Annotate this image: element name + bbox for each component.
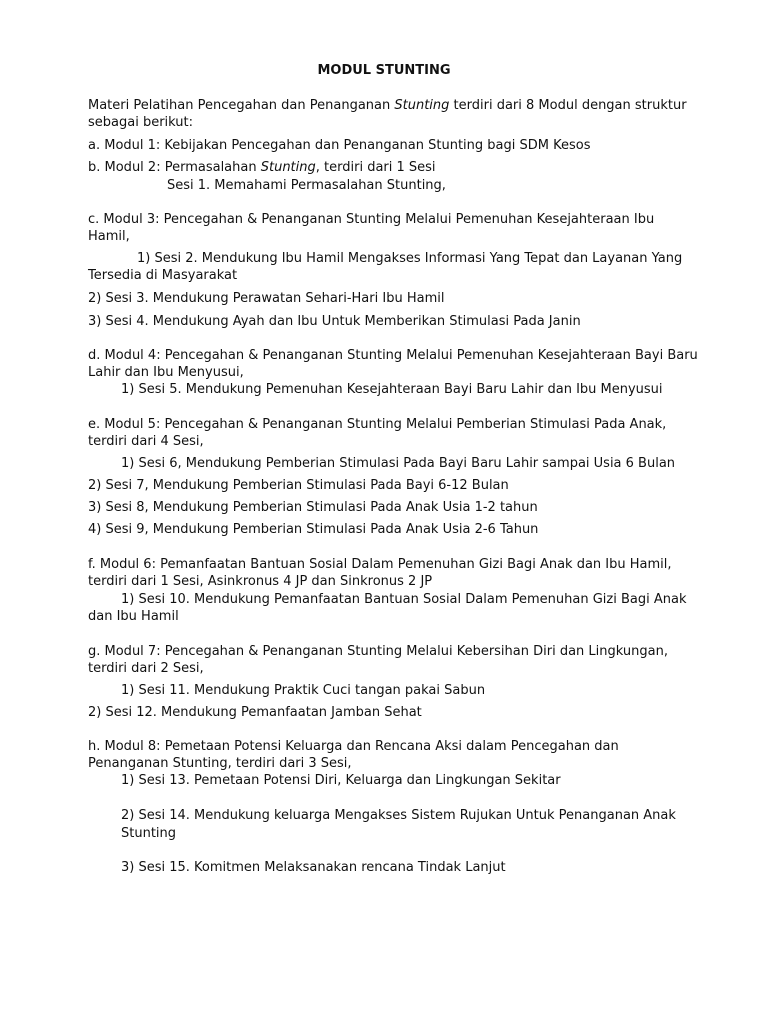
sesi-line: dan Ibu Hamil <box>88 609 179 624</box>
modul-5-line: terdiri dari 4 Sesi, <box>88 434 204 449</box>
modul-7-line: g. Modul 7: Pencegahan & Penanganan Stunting Melalui Kebersihan Diri dan Lingkungan, <box>88 644 668 659</box>
sesi-line: 2) Sesi 3. Mendukung Perawatan Sehari-Hari Ibu Hamil <box>88 291 445 306</box>
sesi-line: 3) Sesi 8, Mendukung Pemberian Stimulasi Pada Anak Usia 1-2 tahun <box>88 500 538 515</box>
sesi-line: 1) Sesi 5. Mendukung Pemenuhan Kesejahteraan Bayi Baru Lahir dan Ibu Menyusui <box>121 382 663 397</box>
modul-6-line: terdiri dari 1 Sesi, Asinkronus 4 JP dan Sinkronus 2 JP <box>88 574 433 589</box>
intro-line: Materi Pelatihan Pencegahan dan Penanganan Stunting terdiri dari 8 Modul dengan struktur <box>88 98 687 113</box>
sesi-line: 2) Sesi 7, Mendukung Pemberian Stimulasi Pada Bayi 6-12 Bulan <box>88 478 509 493</box>
sesi-line: 3) Sesi 4. Mendukung Ayah dan Ibu Untuk Memberikan Stimulasi Pada Janin <box>88 314 581 329</box>
document-title: MODUL STUNTING <box>317 63 451 78</box>
sesi-line: Tersedia di Masyarakat <box>88 268 238 283</box>
modul-4-line: d. Modul 4: Pencegahan & Penanganan Stunting Melalui Pemenuhan Kesejahteraan Bayi Baru <box>88 348 698 363</box>
modul-6-line: f. Modul 6: Pemanfaatan Bantuan Sosial Dalam Pemenuhan Gizi Bagi Anak dan Ibu Hamil, <box>88 557 672 572</box>
modul-2-line: b. Modul 2: Permasalahan Stunting, terdiri dari 1 Sesi <box>88 160 436 175</box>
sesi-line: 2) Sesi 14. Mendukung keluarga Mengakses Sistem Rujukan Untuk Penanganan Anak <box>121 808 676 823</box>
sesi-line: 1) Sesi 2. Mendukung Ibu Hamil Mengakses Informasi Yang Tepat dan Layanan Yang <box>137 251 683 266</box>
sesi-line: 3) Sesi 15. Komitmen Melaksanakan rencana Tindak Lanjut <box>121 860 506 875</box>
modul-3-line: Hamil, <box>88 229 130 244</box>
sesi-line: Stunting <box>121 826 177 841</box>
modul-7-line: terdiri dari 2 Sesi, <box>88 661 204 676</box>
sesi-line: 2) Sesi 12. Mendukung Pemanfaatan Jamban Sehat <box>88 705 422 720</box>
sesi-line: 4) Sesi 9, Mendukung Pemberian Stimulasi Pada Anak Usia 2-6 Tahun <box>88 522 539 537</box>
sesi-line: Sesi 1. Memahami Permasalahan Stunting, <box>167 178 446 193</box>
sesi-line: 1) Sesi 10. Mendukung Pemanfaatan Bantuan Sosial Dalam Pemenuhan Gizi Bagi Anak <box>121 592 687 607</box>
modul-8-line: Penanganan Stunting, terdiri dari 3 Sesi, <box>88 756 352 771</box>
modul-1-line: a. Modul 1: Kebijakan Pencegahan dan Penanganan Stunting bagi SDM Kesos <box>88 138 591 153</box>
intro-line: sebagai berikut: <box>88 115 194 130</box>
modul-4-line: Lahir dan Ibu Menyusui, <box>88 365 244 380</box>
modul-8-line: h. Modul 8: Pemetaan Potensi Keluarga dan Rencana Aksi dalam Pencegahan dan <box>88 739 619 754</box>
modul-3-line: c. Modul 3: Pencegahan & Penanganan Stunting Melalui Pemenuhan Kesejahteraan Ibu <box>88 212 655 227</box>
sesi-line: 1) Sesi 11. Mendukung Praktik Cuci tangan pakai Sabun <box>121 683 486 698</box>
modul-5-line: e. Modul 5: Pencegahan & Penanganan Stunting Melalui Pemberian Stimulasi Pada Anak, <box>88 417 667 432</box>
sesi-line: 1) Sesi 6, Mendukung Pemberian Stimulasi Pada Bayi Baru Lahir sampai Usia 6 Bulan <box>121 456 676 471</box>
sesi-line: 1) Sesi 13. Pemetaan Potensi Diri, Keluarga dan Lingkungan Sekitar <box>121 773 561 788</box>
